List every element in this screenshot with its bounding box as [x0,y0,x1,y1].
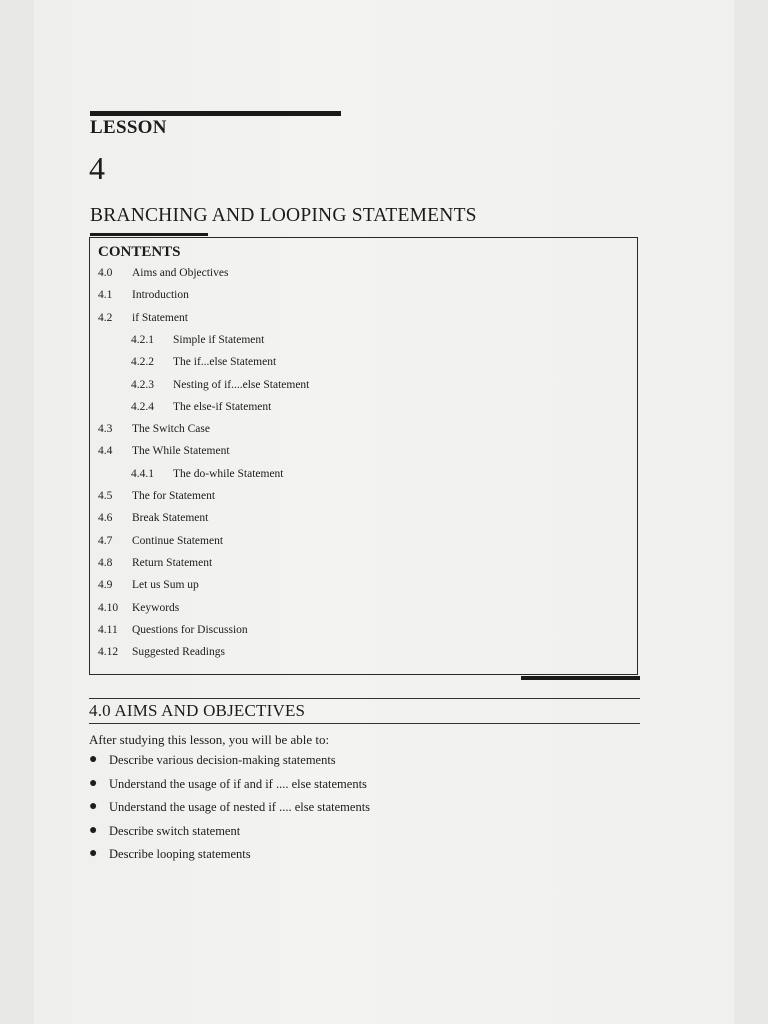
contents-item-text: The While Statement [132,445,230,458]
contents-item-number: 4.12 [98,646,119,659]
contents-item-text: Questions for Discussion [132,623,248,636]
bullet-icon: ● [89,799,98,814]
contents-item-text: The do-while Statement [173,467,284,480]
objective-text: Understand the usage of if and if .... else statements [109,776,367,791]
title-underline [90,233,208,236]
contents-item-text: Let us Sum up [132,579,199,592]
contents-item-number: 4.2 [98,311,113,324]
bullet-icon: ● [89,846,98,861]
lesson-label: LESSON [90,117,167,138]
contents-item-text: The if...else Statement [173,356,277,369]
contents-item-text: Simple if Statement [173,333,265,346]
contents-item-number: 4.5 [98,490,113,502]
contents-item-text: Aims and Objectives [132,267,229,279]
bullet-icon: ● [89,752,98,767]
contents-item-number: 4.4.1 [131,467,154,480]
contents-item-number: 4.9 [98,579,113,592]
bullet-icon: ● [89,822,98,838]
contents-item-number: 4.2.2 [131,356,154,369]
contents-item-number: 4.4 [98,445,113,458]
contents-item-text: Nesting of if....else Statement [173,378,310,391]
bullet-icon: ● [89,775,98,791]
objective-text: Describe switch statement [109,823,241,838]
contents-item-text: Suggested Readings [132,646,225,659]
contents-item-number: 4.3 [98,423,113,436]
contents-item-text: Break Statement [132,512,209,525]
section-rule-bottom [89,723,640,724]
objective-text: Describe looping statements [109,847,251,861]
contents-item-number: 4.6 [98,512,113,525]
section-heading: 4.0 AIMS AND OBJECTIVES [89,701,306,720]
objective-text: Describe various decision-making statements [109,753,336,767]
contents-item-number: 4.0 [98,267,113,279]
contents-item-number: 4.8 [98,556,113,569]
contents-item-number: 4.2.3 [131,378,154,391]
contents-item-text: Keywords [132,601,180,614]
contents-item-number: 4.1 [98,289,113,302]
contents-item-number: 4.2.1 [131,333,154,346]
lesson-top-rule [90,111,341,116]
contents-item-number: 4.10 [98,601,119,614]
contents-item-text: Return Statement [132,556,213,569]
lesson-number: 4 [89,150,105,186]
contents-item-text: The else-if Statement [173,400,272,413]
contents-item-number: 4.2.4 [131,400,154,413]
contents-item-text: if Statement [132,311,188,324]
contents-item-number: 4.7 [98,534,113,547]
objectives-intro: After studying this lesson, you will be able to: [89,732,330,747]
objective-text: Understand the usage of nested if .... else statements [109,800,371,814]
contents-item-text: Continue Statement [132,534,224,547]
contents-heading: CONTENTS [98,244,181,260]
contents-bottom-rule [521,676,640,680]
contents-box [89,237,638,675]
section-rule-top [89,698,640,699]
contents-item-text: The for Statement [132,490,216,502]
contents-item-text: The Switch Case [132,423,210,436]
contents-item-text: Introduction [132,289,189,302]
contents-item-number: 4.11 [98,623,118,636]
lesson-title: BRANCHING AND LOOPING STATEMENTS [90,205,477,226]
